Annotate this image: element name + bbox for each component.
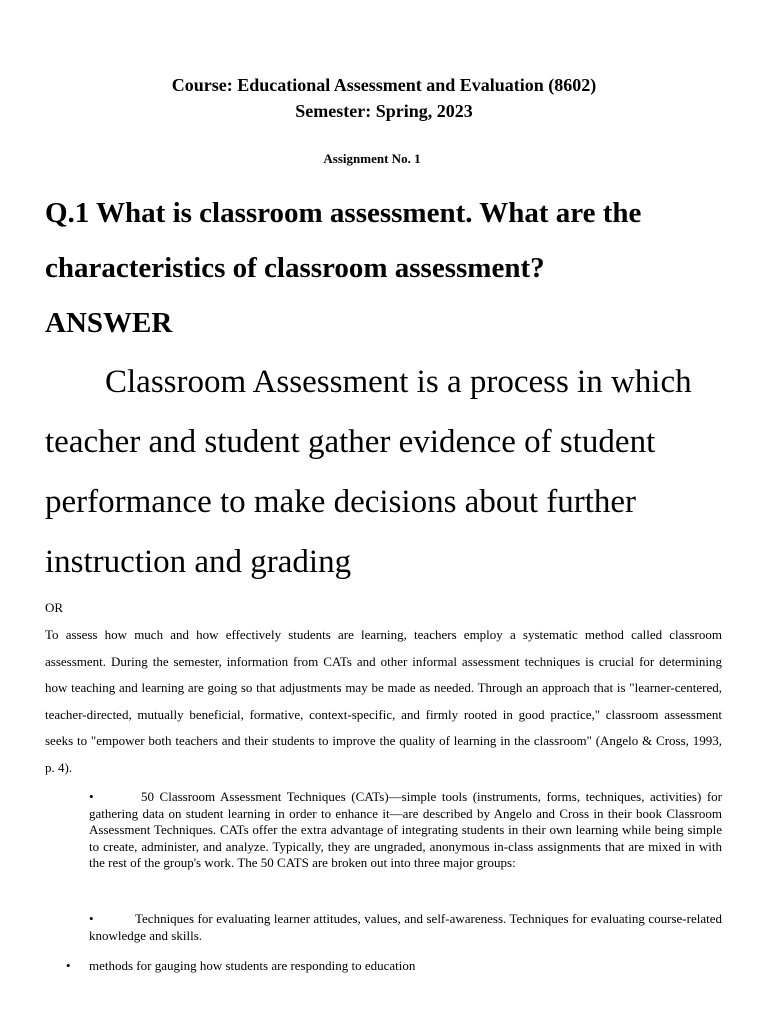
bullet-marker: • bbox=[89, 911, 94, 926]
bullet-text: 50 Classroom Assessment Techniques (CATs)—simple tools (instruments, forms, techniques, activities) for gathering data on student learning in order to enhance it—are described by Angelo and Cross in their book Classroom Assessment Techniques. CATs offer the extra advantage of integrating students in their own learning while being simple to create, administer, and analyze. Typically, they are ungraded, anonymous in-class assignments that are mixed in with the rest of the group's work. The 50 CATS are broken out into three major groups: bbox=[89, 789, 722, 870]
list-item bbox=[66, 958, 722, 975]
bullet-marker: • bbox=[66, 958, 71, 973]
or-label: OR bbox=[45, 600, 64, 615]
bullet-text: methods for gauging how students are responding to education bbox=[89, 958, 416, 973]
bullet-marker: • bbox=[89, 789, 94, 804]
body-paragraph: To assess how much and how effectively students are learning, teachers employ a systematic method called classroom assessment. During the semester, information from CATs and other informal assessment techniques is crucial for determining how teaching and learning are going so that adjustments may be made as needed. Through an approach that is "learner-centered, teacher-directed, mutually beneficial, formative, context-specific, and firmly rooted in good practice," classroom assessment seeks to "empower both teachers and their students to improve the quality of learning in the classroom" (Angelo & Cross, 1993, p. 4). bbox=[45, 627, 722, 775]
assignment-number: Assignment No. 1 bbox=[323, 151, 421, 166]
course-title: Course: Educational Assessment and Evaluation (8602) bbox=[171, 75, 597, 95]
answer-heading: ANSWER bbox=[45, 307, 173, 339]
question-heading: Q.1 What is classroom assessment. What are the characteristics of classroom assessment? bbox=[45, 197, 642, 284]
list-item bbox=[89, 911, 722, 944]
semester-title: Semester: Spring, 2023 bbox=[295, 101, 473, 121]
list-item bbox=[89, 789, 722, 872]
bullet-text: Techniques for evaluating learner attitudes, values, and self-awareness. Techniques for evaluating course-related knowledge and skills. bbox=[89, 911, 722, 943]
definition-paragraph: Classroom Assessment is a process in which teacher and student gather evidence of student performance to make decisions about further instruction and grading bbox=[45, 364, 692, 580]
